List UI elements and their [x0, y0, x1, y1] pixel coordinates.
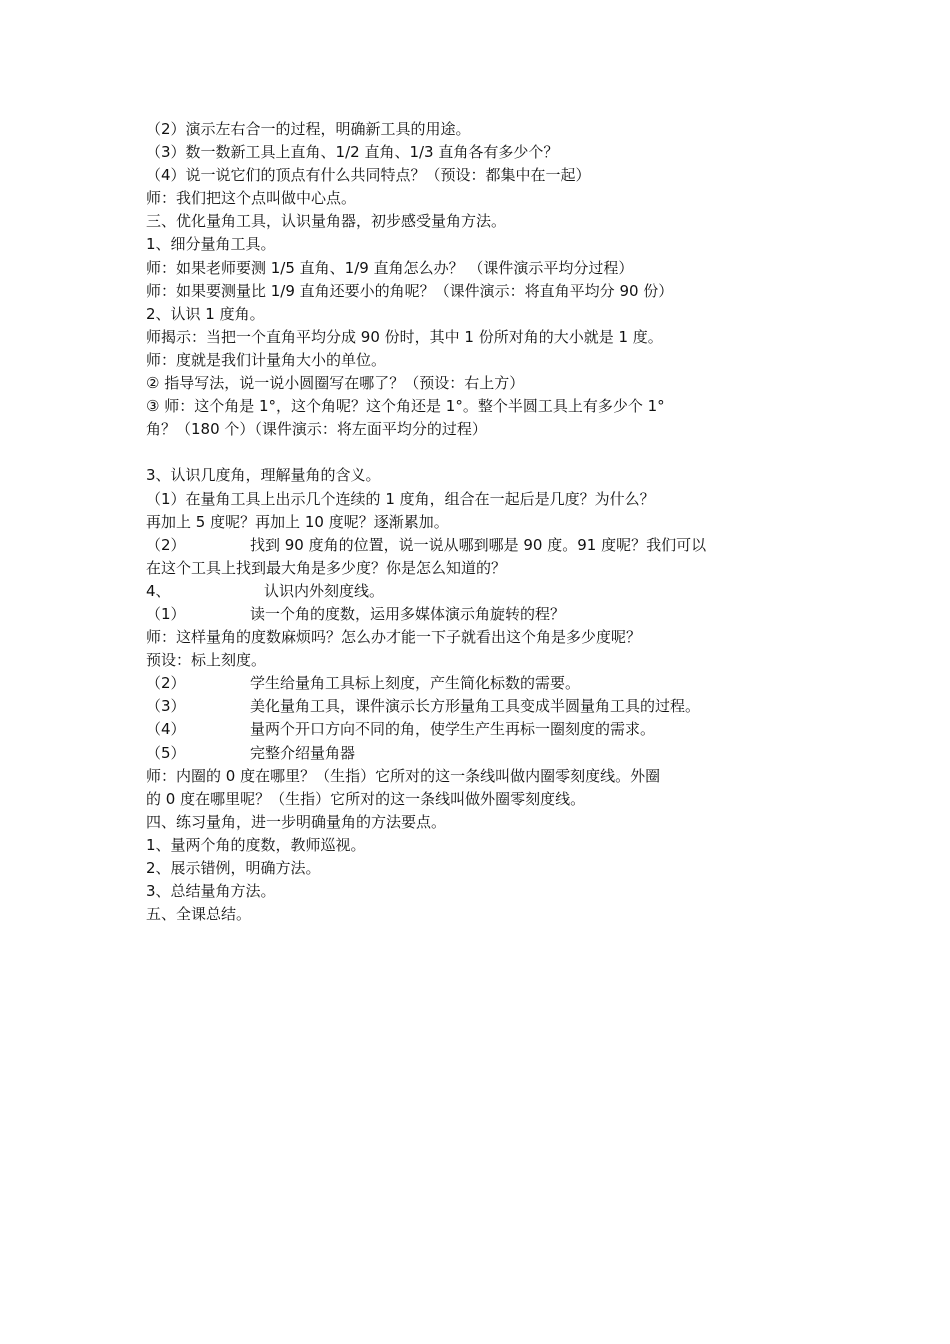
text-line: 的 0 度在哪里呢？（生指）它所对的这一条线叫做外圈零刻度线。 — [146, 789, 586, 808]
text-line — [146, 695, 836, 718]
text-line: 师：内圈的 0 度在哪里？（生指）它所对的这一条线叫做内圈零刻度线。外圈 — [146, 766, 661, 785]
text-line: 师：这样量角的度数麻烦吗？怎么办才能一下子就看出这个角是多少度呢？ — [146, 628, 642, 647]
text-line — [146, 672, 836, 695]
text-line — [146, 603, 836, 626]
text-line: 再加上 5 度呢？再加上 10 度呢？逐渐累加。 — [146, 512, 449, 531]
text-line — [146, 580, 836, 603]
list-marker: （4） — [146, 720, 186, 739]
text-line: （4）说一说它们的顶点有什么共同特点？（预设：都集中在一起） — [146, 166, 591, 185]
list-item-text: 读一个角的度数，运用多媒体演示角旋转的程？ — [250, 604, 566, 623]
text-line: 师：度就是我们计量角大小的单位。 — [146, 350, 387, 369]
text-line: 1、细分量角工具。 — [146, 235, 276, 254]
text-line: 角？（180 个）（课件演示：将左面平均分的过程） — [146, 420, 487, 439]
text-line — [146, 534, 836, 557]
text-line: 3、认识几度角，理解量角的含义。 — [146, 466, 381, 485]
text-line: 1、量两个角的度数，教师巡视。 — [146, 835, 366, 854]
list-item-text: 量两个开口方向不同的角，使学生产生再标一圈刻度的需求。 — [250, 720, 656, 739]
text-line: 预设：标上刻度。 — [146, 651, 267, 670]
text-line: 3、总结量角方法。 — [146, 882, 276, 901]
list-marker: （3） — [146, 697, 186, 716]
text-line: 师：我们把这个点叫做中心点。 — [146, 189, 357, 208]
text-line: （2）演示左右合一的过程，明确新工具的用途。 — [146, 120, 471, 138]
text-line: （3）数一数新工具上直角、1/2 直角、1/3 直角各有多少个？ — [146, 143, 559, 162]
document-body — [146, 118, 836, 926]
list-item-text: 美化量角工具，课件演示长方形量角工具变成半圆量角工具的过程。 — [250, 697, 701, 716]
text-line: ② 指导写法，说一说小圆圈写在哪了？（预设：右上方） — [146, 374, 525, 393]
text-line: 师：如果老师要测 1/5 直角、1/9 直角怎么办？ （课件演示平均分过程） — [146, 258, 634, 277]
blank-line — [146, 441, 836, 464]
text-line — [146, 718, 836, 741]
text-line: 在这个工具上找到最大角是多少度？你是怎么知道的？ — [146, 558, 507, 577]
list-marker: （2） — [146, 535, 186, 554]
list-marker: （5） — [146, 743, 186, 762]
text-line — [146, 742, 836, 765]
list-item-text: 找到 90 度角的位置，说一说从哪到哪是 90 度。91 度呢？我们可以 — [250, 535, 707, 554]
list-item-text: 认识内外刻度线。 — [264, 581, 385, 600]
list-marker: 4、 — [146, 581, 171, 600]
text-line: 师：如果要测量比 1/9 直角还要小的角呢？（课件演示：将直角平均分 90 份） — [146, 281, 674, 300]
list-item-text: 完整介绍量角器 — [250, 743, 356, 762]
list-marker: （2） — [146, 674, 186, 693]
text-line: 师揭示：当把一个直角平均分成 90 份时，其中 1 份所对角的大小就是 1 度。 — [146, 327, 663, 346]
text-line: 2、展示错例，明确方法。 — [146, 859, 321, 877]
section-heading: 三、优化量角工具，认识量角器，初步感受量角方法。 — [146, 212, 507, 231]
section-heading: 五、全课总结。 — [146, 905, 252, 924]
text-line: （1）在量角工具上出示几个连续的 1 度角，组合在一起后是几度？为什么？ — [146, 489, 655, 508]
list-item-text: 学生给量角工具标上刻度，产生简化标数的需要。 — [250, 674, 581, 693]
text-line: 2、认识 1 度角。 — [146, 304, 265, 323]
text-line: ③ 师：这个角是 1°，这个角呢？这个角还是 1°。整个半圆工具上有多少个 1° — [146, 397, 665, 416]
list-marker: （1） — [146, 604, 186, 623]
section-heading: 四、练习量角，进一步明确量角的方法要点。 — [146, 812, 447, 831]
